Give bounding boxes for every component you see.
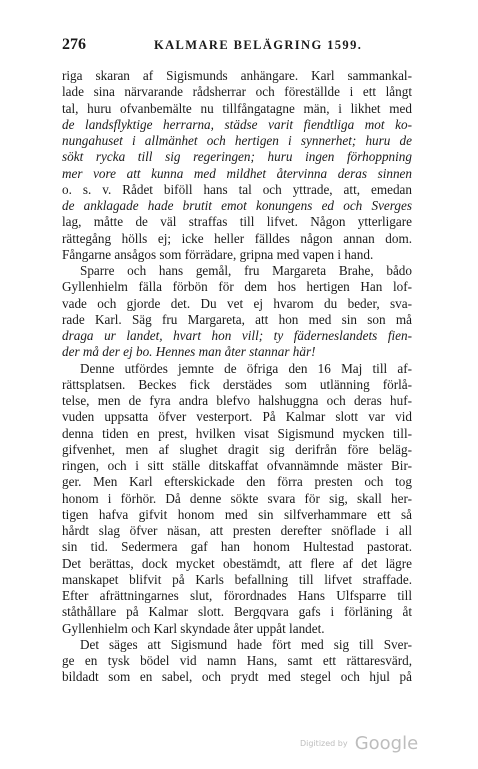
text-line: lade sina närvarande rådsherrar och föreställde i ett långt [62,84,412,100]
text-line: denna tiden en prest, hvilken visat Sigismund mycken till- [62,425,412,441]
text-line: mer vore att kunna med mildhet återvinna deras sinnen [62,165,412,181]
text-line: telse, men de fyra andra blefvo halshuggna och deras huf- [62,393,412,408]
text-line: de landsflyktige herrarna, städse varit fiendtliga mot ko- [62,116,412,132]
text-line: vade och gjorde det. Du vet ej hvarom du beder, sva- [62,295,412,311]
text-line: de anklagade hade brutit emot konungens ed och Sverges [62,198,412,213]
google-logo: Google [354,733,419,754]
watermark-prefix: Digitized by [300,739,348,748]
text-line: ståthållare på Kalmar slott. Bergqvara gafs i förläning åt [62,604,412,620]
text-line: ger. Men Karl efterskickade den förra presten och tog [62,474,412,490]
text-line: lag, måtte de väl straffas till lifvet. Någon ytterligare [62,214,412,230]
text-line: ge en tysk bödel vid namn Hans, samt ett rättaresvärd, [62,653,412,668]
text-line: tal, huru ofvanbemälte nu tillfångatagne män, i likhet med [62,100,412,116]
text-line: rade Karl. Säg fru Margareta, att hon med sin son må [62,311,412,327]
text-line: nungahuset i allmänhet och hertigen i synnerhet; huru de [62,133,412,148]
page-number: 276 [62,36,86,53]
text-line: hårdt slag öfver näsan, att presten derefter snöflade i all [62,523,412,538]
text-line: rättegång hölls ej; icke heller fälldes någon annan dom. [62,230,412,246]
text-line: o. s. v. Rådet biföll hans tal och yttrade, att, emedan [62,181,412,197]
text-line: sökt rycka till sig regeringen; huru ingen förhoppning [62,149,412,165]
text-line: bildadt som en sabel, och prydt med stegel och hjul på [62,669,412,685]
text-line: ringen, och i sitt ställe ditskaffat ofvannämnde mäster Bir- [62,458,412,473]
body-text [62,68,412,686]
text-line: Det säges att Sigismund hade fört med sig till Sver- [80,636,412,652]
text-line: gifvenhet, men af slughet dragit sig derifrån före beläg- [62,441,412,457]
text-line: draga ur landet, hvart hon vill; ty fäderneslandets fien- [62,328,412,343]
running-title: KALMARE BELÄGRING 1599. [154,38,363,52]
text-line: tigen hafva gifvit honom med sin silfverhammare ett så [62,506,412,522]
text-line: rättsplatsen. Beckes fick derstädes som utlänning förlå- [62,376,412,392]
text-line: Fångarne ansågos som förrädare, gripna med vapen i hand. [62,246,374,262]
text-line: Gyllenhielm fälla förbön för dem hos hertigen Han lof- [62,279,412,295]
page-header [62,36,412,58]
text-line: Gyllenhielm och Karl skyndade åter uppåt landet. [62,620,325,636]
text-line: manskapet blifvit på Karls befallning till lifvet straffade. [62,571,412,587]
text-line: sin tid. Sedermera gaf han honom Hultestad pastorat. [62,539,412,555]
text-line: vuden uppsatta öfver vesterport. På Kalmar slott var vid [62,409,412,425]
text-line: Denne utfördes jemnte de öfriga den 16 Maj till af- [80,360,412,376]
text-line: Efter afrättningarnes slut, förordnades Hans Ulfsparre till [62,588,412,603]
text-line: Sparre och hans gemål, fru Margareta Brahe, bådo [80,263,412,278]
text-line: der må der ej bo. Hennes man åter stannar här! [62,344,316,360]
text-line: honom i förhör. Då denne sökte svara för sig, skall her- [62,490,412,506]
digitization-watermark [300,733,418,754]
text-line: riga skaran af Sigismunds anhängare. Karl sammankal- [62,68,412,83]
text-line: Det berättas, dock mycket obestämdt, att flere af det lägre [62,555,412,571]
